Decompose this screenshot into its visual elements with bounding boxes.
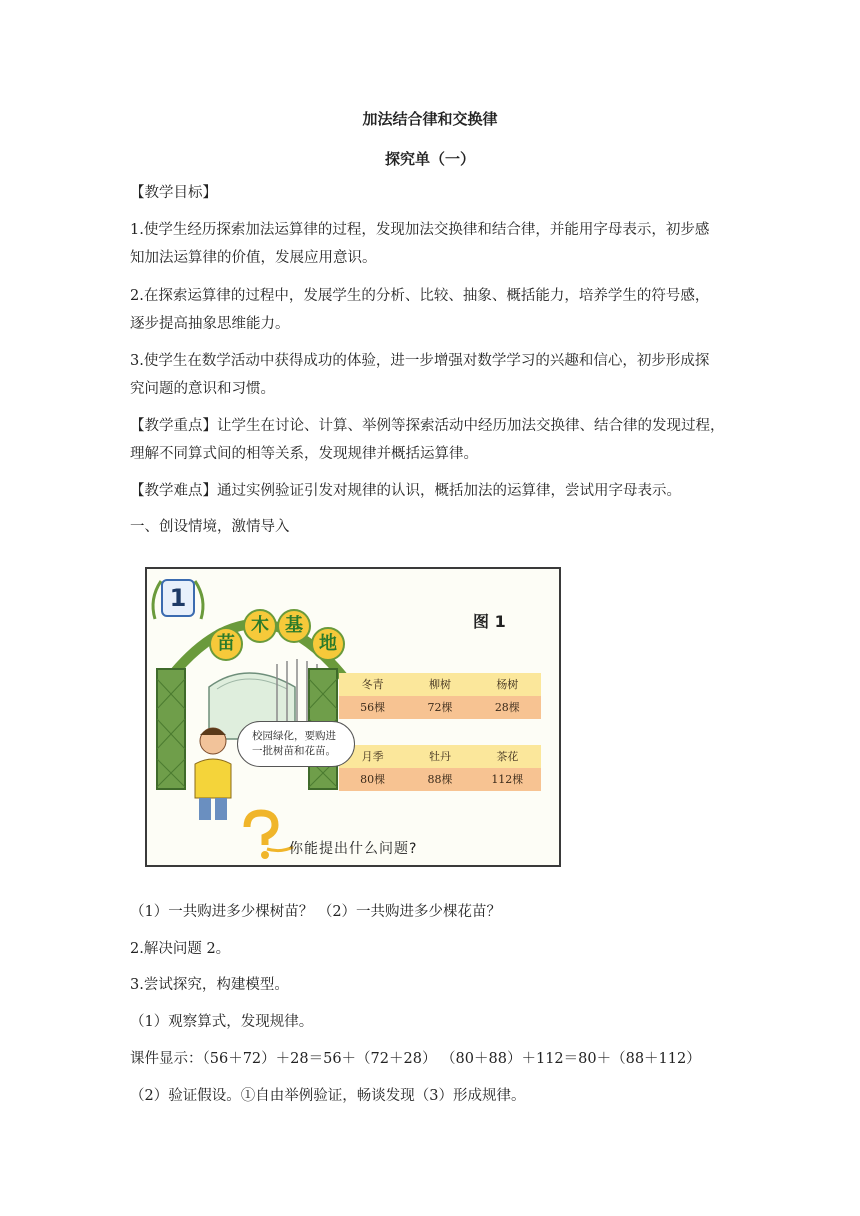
sign-char-1: 苗 [209, 627, 243, 661]
tree-count-cell: 72棵 [427, 701, 453, 714]
courseware-formula: 课件显示：（56＋72）＋28＝56＋（72＋28） （80＋88）＋112＝80＋（88＋112） [130, 1051, 701, 1067]
objective-2-line-1: 2.在探索运算律的过程中，发展学生的分析、比较、抽象、概括能力，培养学生的符号感， [130, 288, 710, 304]
flower-counts-row [339, 768, 541, 791]
step-3-1: （1）观察算式，发现规律。 [130, 1014, 314, 1030]
figure-question-text: 你能提出什么问题? [289, 841, 418, 857]
document-title: 加法结合律和交换律 [362, 110, 498, 128]
flower-names-row [339, 745, 541, 768]
sign-char-3: 基 [277, 609, 311, 643]
key-points-label: 【教学重点】 [130, 418, 217, 434]
flower-count-cell: 80棵 [360, 773, 386, 786]
section-1-heading: 一、创设情境，激情导入 [130, 519, 290, 535]
objective-3-line-1: 3.使学生在数学活动中获得成功的体验，进一步增强对数学学习的兴趣和信心，初步形成探 [130, 353, 710, 369]
tree-count-cell: 56棵 [360, 701, 386, 714]
figure-number-badge: 1 [161, 579, 195, 617]
questions-line: （1）一共购进多少棵树苗？ （2）一共购进多少棵花苗？ [130, 904, 502, 920]
sign-char-4: 地 [311, 627, 345, 661]
step-2: 2.解决问题 2。 [130, 941, 231, 957]
objectives-heading: 【教学目标】 [130, 185, 217, 201]
flower-name-cell: 茶花 [496, 750, 519, 763]
difficulty-text: 通过实例验证引发对规律的认识，概括加法的运算律，尝试用字母表示。 [217, 483, 681, 499]
step-3-2: （2）验证假设。①自由举例验证，畅谈发现（3）形成规律。 [130, 1088, 526, 1104]
flower-seedlings-table [339, 745, 541, 791]
key-points-text: 让学生在讨论、计算、举例等探索活动中经历加法交换律、结合律的发现过程， [217, 418, 725, 434]
flower-name-cell: 月季 [361, 750, 384, 763]
tree-name-cell: 柳树 [428, 678, 451, 691]
flower-count-cell: 112棵 [491, 773, 524, 786]
objective-2-line-2: 逐步提高抽象思维能力。 [130, 316, 290, 332]
sign-char-2: 木 [243, 609, 277, 643]
tree-count-cell: 28棵 [494, 701, 520, 714]
speech-bubble-line-1: 校园绿化，要购进 [252, 730, 336, 742]
tree-seedlings-table [339, 673, 541, 719]
key-points-line-2: 理解不同算式间的相等关系，发现规律并概括运算律。 [130, 446, 478, 462]
tree-names-row [339, 673, 541, 696]
difficulty-line [130, 476, 735, 506]
step-3: 3.尝试探究，构建模型。 [130, 977, 289, 993]
tree-counts-row [339, 696, 541, 719]
objective-3-line-2: 究问题的意识和习惯。 [130, 381, 275, 397]
speech-bubble [237, 721, 355, 767]
figure-1-illustration [145, 567, 561, 867]
objective-1-line-2: 知加法运算律的价值，发展应用意识。 [130, 250, 377, 266]
figure-label: 图 1 [473, 612, 506, 631]
tree-name-cell: 冬青 [361, 678, 384, 691]
key-points-line-1 [130, 411, 735, 441]
document-subtitle: 探究单（一） [384, 150, 475, 168]
speech-bubble-line-2: 一批树苗和花苗。 [252, 745, 336, 757]
flower-count-cell: 88棵 [427, 773, 453, 786]
flower-name-cell: 牡丹 [428, 750, 451, 763]
objective-1-line-1: 1.使学生经历探索加法运算律的过程，发现加法交换律和结合律，并能用字母表示，初步感 [130, 222, 710, 238]
difficulty-label: 【教学难点】 [130, 483, 217, 499]
tree-name-cell: 杨树 [496, 678, 519, 691]
